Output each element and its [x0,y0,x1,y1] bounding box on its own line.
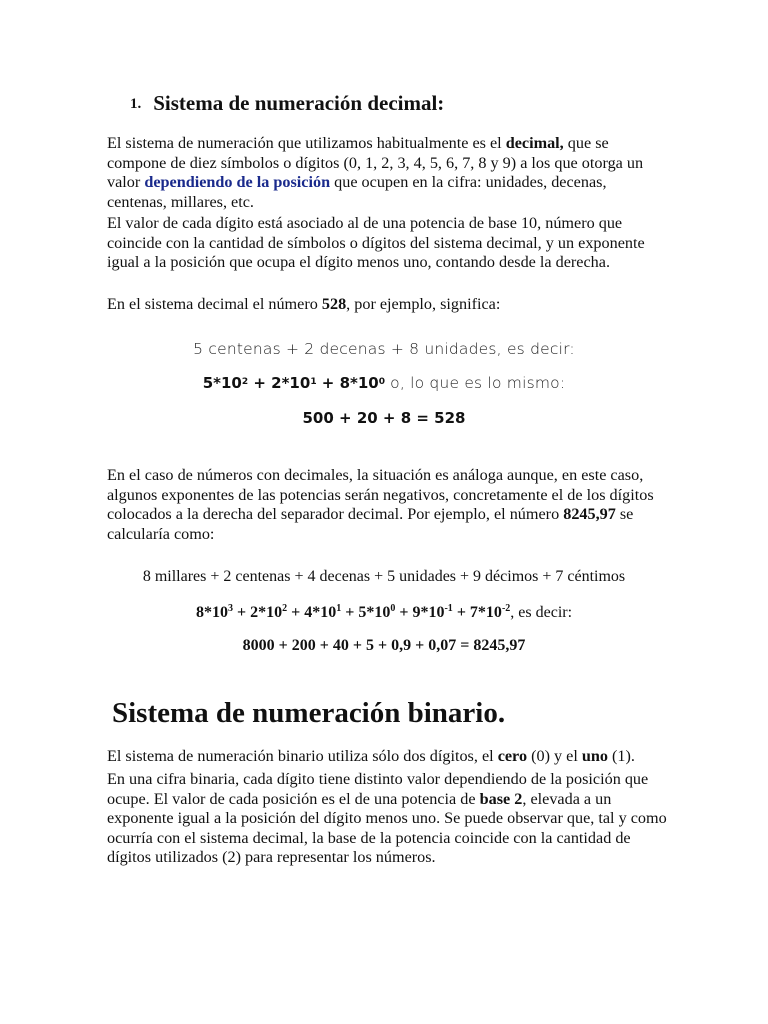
paragraph-decimals [107,466,667,544]
paragraph-decimal-power: El valor de cada dígito está asociado al de una potencia de base 10, número que coincide con la cantidad de símbolos o dígitos del sistema decimal, y un exponente igual a la posición que ocupa el dígito menos uno, contando desde la derecha. [107,214,645,271]
example2-line3 [0,637,768,655]
section-heading-decimal [130,91,444,116]
paragraph-binary-intro [107,747,667,767]
paragraph-decimal-intro [107,134,667,212]
term: + 2*10 [248,374,311,392]
highlight-term: dependiendo de la posición [144,173,331,191]
example1-line1: 5 centenas + 2 decenas + 8 unidades, es decir: [193,340,575,358]
exponent: 0 [390,603,396,614]
bold-term: uno [581,747,608,765]
paragraph-decimal-example [107,295,667,315]
exponent: 3 [227,603,233,614]
section-title: Sistema de numeración decimal: [153,91,445,115]
text: En el caso de números con decimales, la situación es análoga aunque, en este caso, algunos exponentes de las potencias serán negativos, concretamente el de los dígitos colocados a la derecha del separador decimal. Por ejemplo, el número [107,466,654,523]
exponent: 0 [378,377,386,387]
term: 8*10 [195,604,228,621]
text: El sistema de numeración que utilizamos habitualmente es el [107,134,506,152]
text: , es decir: [510,604,573,621]
section-number: 1. [130,96,142,112]
text: (0) y el [527,747,582,765]
bold-term: decimal, [505,134,564,152]
text: En el sistema decimal el número [107,295,322,313]
text: o, lo que es lo mismo: [385,374,566,392]
text: , elevada a un exponente igual a la posición del dígito menos uno. Se puede observar que, tal y como ocurría con el sistema decimal, la base de la potencia coincide con la cantidad de dígitos utilizados (2) para representar los números. [107,789,667,866]
example2-line1: 8 millares + 2 centenas + 4 decenas + 5 unidades + 9 décimos + 7 céntimos [142,568,626,585]
bold-term: cero [497,747,528,765]
exponent: 2 [282,603,288,614]
term: + 9*10 [395,604,445,621]
term: + 5*10 [341,604,391,621]
exponent: 1 [336,603,342,614]
term: + 7*10 [452,604,502,621]
paragraph-binary-power [107,770,667,868]
section-heading-binary: Sistema de numeración binario. [112,697,506,729]
term: + 4*10 [287,604,337,621]
example1-line2 [0,374,768,393]
text: (1). [608,747,635,765]
bold-number: 8245,97 [563,505,616,523]
bold-number: 528 [321,295,347,313]
text: se calcularía como: [107,505,634,543]
exponent: 1 [310,377,317,387]
term: + 2*10 [232,604,283,621]
exponent: 2 [241,377,249,387]
text: , por ejemplo, significa: [346,295,501,313]
text: que ocupen en la cifra: unidades, decenas, centenas, millares, etc. [107,173,607,211]
exponent: -1 [444,603,453,614]
example1-line3: 500 + 20 + 8 = 528 [302,409,466,427]
bold-term: base 2 [479,789,523,808]
example2-line2 [0,603,768,622]
result: 8000 + 200 + 40 + 5 + 0,9 + 0,07 = 8245,97 [242,637,526,654]
text: El sistema de numeración binario utiliza sólo dos dígitos, el [107,747,498,765]
term: + 8*10 [316,374,379,392]
text: En una cifra binaria, cada dígito tiene distinto valor dependiendo de la posición que ocupe. El valor de cada posición es el de una potencia de [107,770,649,808]
term: 5*10 [202,374,242,392]
text: que se compone de diez símbolos o dígitos (0, 1, 2, 3, 4, 5, 6, 7, 8 y 9) a los que otorga un valor [107,134,644,191]
exponent: -2 [501,603,511,614]
